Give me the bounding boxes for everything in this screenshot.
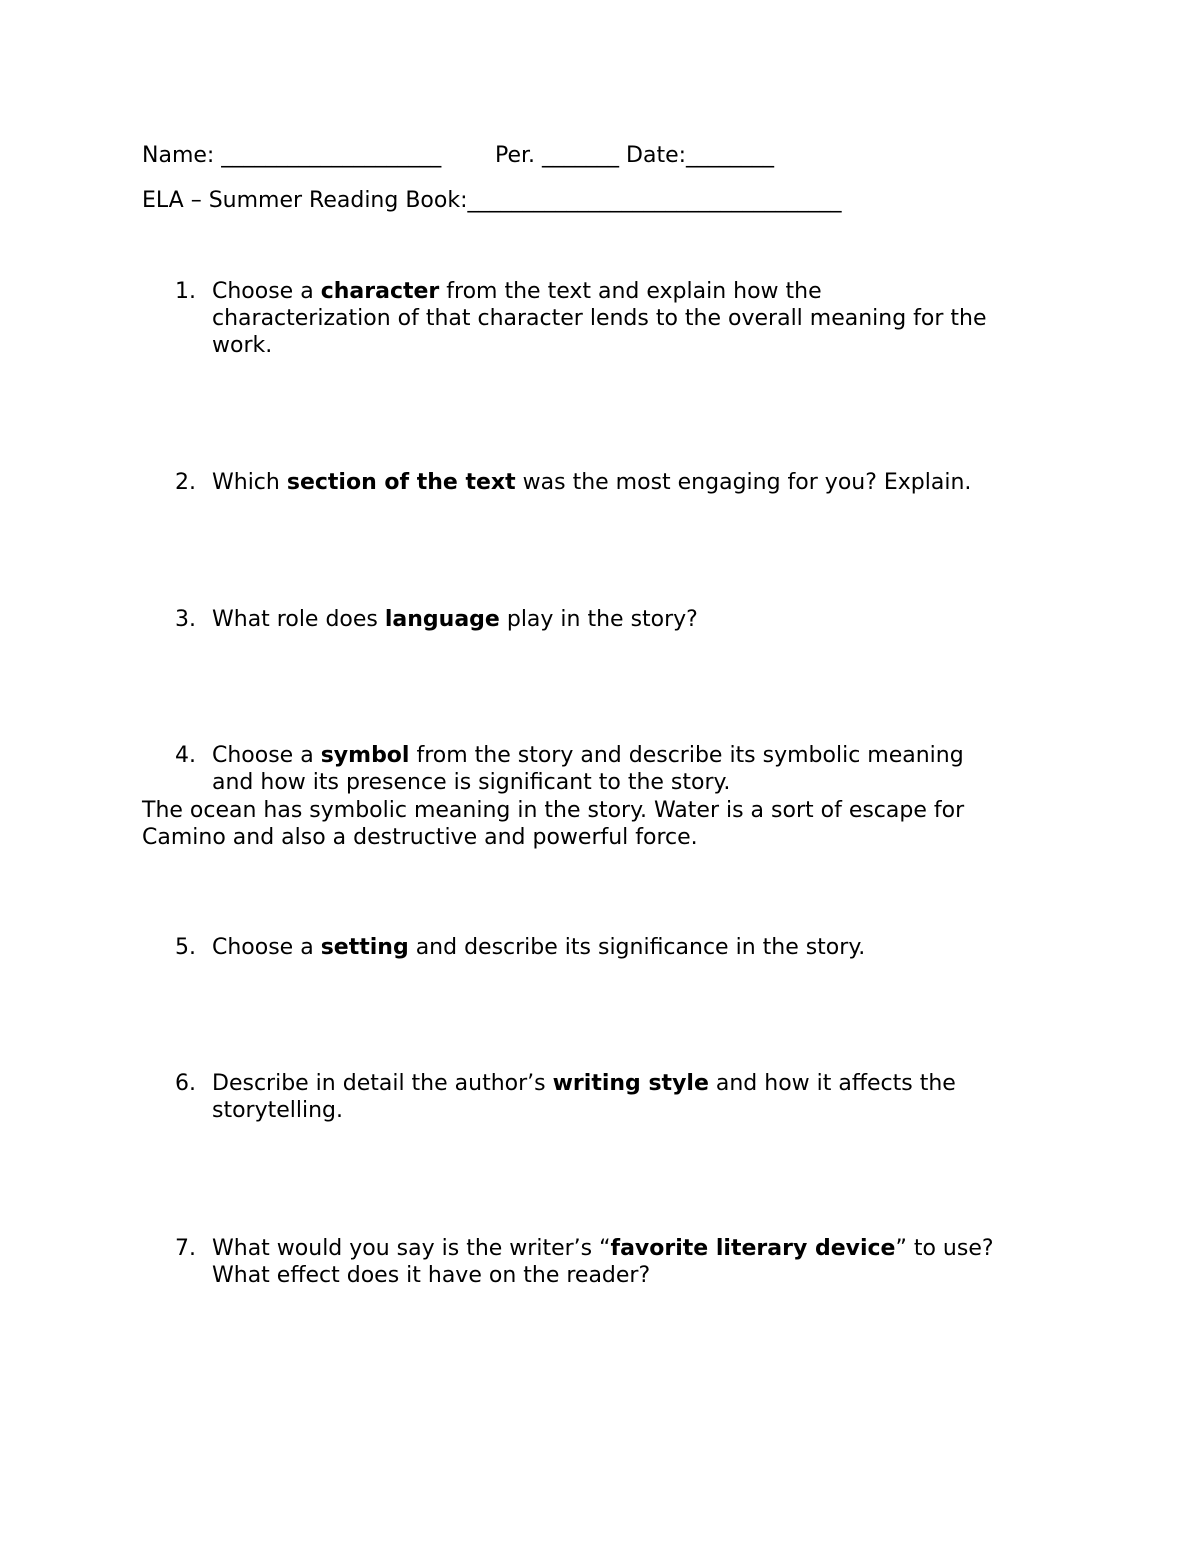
question-line: What role does language play in the story? xyxy=(212,607,698,632)
question-line: and how its presence is significant to the story. xyxy=(212,770,731,795)
question-line: Which section of the text was the most engaging for you? Explain. xyxy=(212,470,972,495)
question-line: storytelling. xyxy=(212,1098,344,1123)
name-field-label: Name: ____________________ xyxy=(142,143,442,168)
period-date-field-label: Per. _______ Date:________ xyxy=(495,143,775,168)
question-number: 6. xyxy=(175,1071,196,1096)
question-line: What effect does it have on the reader? xyxy=(212,1263,651,1288)
question-line: Choose a character from the text and explain how the xyxy=(212,279,822,304)
question-line: What would you say is the writer’s “favorite literary device” to use? xyxy=(212,1236,994,1261)
question-number: 3. xyxy=(175,607,196,632)
answer-line: The ocean has symbolic meaning in the story. Water is a sort of escape for xyxy=(142,798,965,823)
keyword: writing style xyxy=(552,1071,709,1096)
answer-line: Camino and also a destructive and powerful force. xyxy=(142,825,698,850)
question-number: 4. xyxy=(175,743,196,768)
question-line: work. xyxy=(212,333,273,358)
question-number: 7. xyxy=(175,1236,196,1261)
book-title-field-label: ELA – Summer Reading Book:__________________________________ xyxy=(142,188,842,213)
question-number: 2. xyxy=(175,470,196,495)
question-number: 1. xyxy=(175,279,196,304)
keyword: section of the text xyxy=(286,470,516,495)
question-line: Choose a symbol from the story and describe its symbolic meaning xyxy=(212,743,964,768)
question-line: Describe in detail the author’s writing style and how it affects the xyxy=(212,1071,956,1096)
question-number: 5. xyxy=(175,935,196,960)
question-line: characterization of that character lends to the overall meaning for the xyxy=(212,306,987,331)
keyword: favorite literary device xyxy=(610,1236,896,1261)
question-line: Choose a setting and describe its significance in the story. xyxy=(212,935,866,960)
keyword: symbol xyxy=(320,743,410,768)
keyword: language xyxy=(384,607,500,632)
keyword: setting xyxy=(320,935,409,960)
keyword: character xyxy=(320,279,440,304)
